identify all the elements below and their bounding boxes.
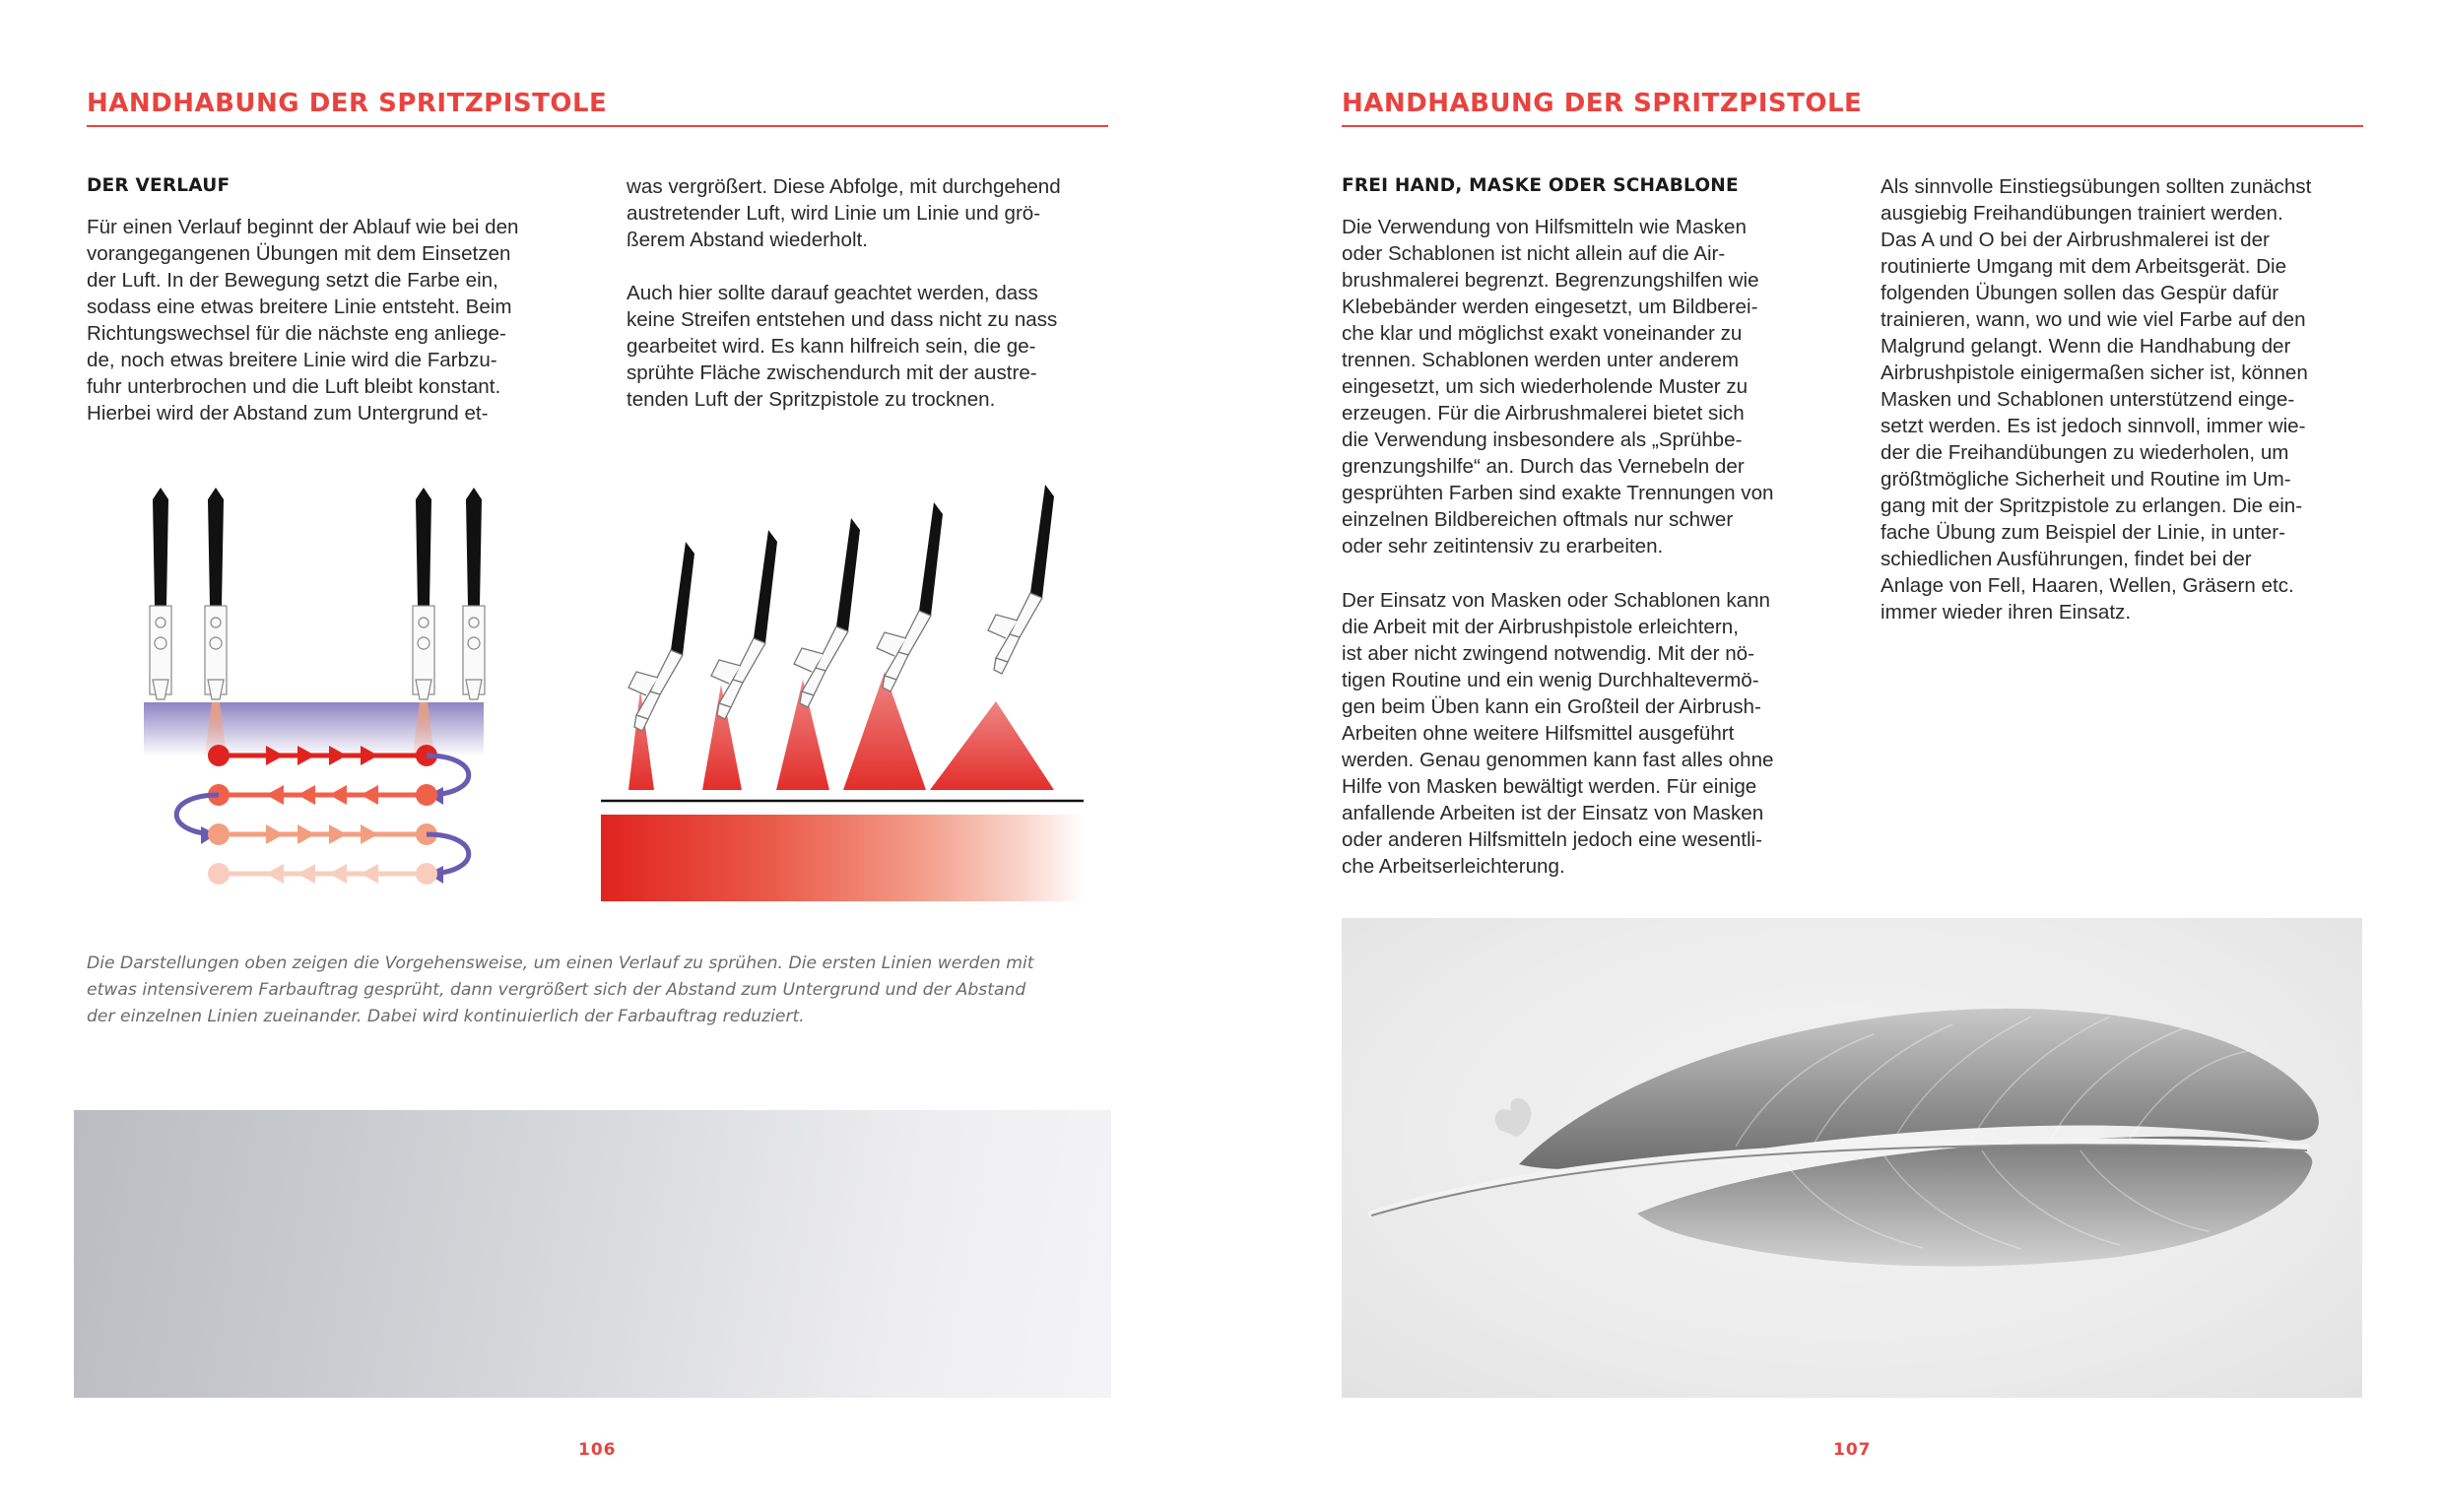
airbrush-3 — [794, 518, 860, 707]
text-line: tenden Luft der Spritzpistole zu trocknen. — [627, 388, 996, 411]
text-line: Hierbei wird der Abstand zum Untergrund et- — [87, 402, 489, 425]
text-line: die Arbeit mit der Airbrushpistole erleichtern, — [1342, 616, 1739, 638]
text-line: che Arbeitserleichterung. — [1342, 855, 1565, 878]
text-line: größtmögliche Sicherheit und Routine im Um- — [1881, 468, 2291, 491]
text-line: werden. Genau genommen kann fast alles ohne — [1342, 749, 1774, 771]
airbrush-5 — [988, 485, 1054, 674]
caption-line: etwas intensiverem Farbauftrag gesprüht, dann vergrößert sich der Abstand zum Untergrund und der Abstand — [87, 980, 1026, 1000]
page-number-left: 106 — [578, 1440, 617, 1460]
spray-line-row-4 — [208, 863, 437, 885]
text-line: gesprühten Farben sind exakte Trennungen von — [1342, 482, 1774, 504]
right-column-1-para-2 — [1342, 587, 1834, 880]
text-line: grenzungshilfe“ an. Durch das Vernebeln der — [1342, 455, 1745, 478]
gray-gradient-photo — [74, 1110, 1111, 1398]
right-column-1-para-1 — [1342, 214, 1834, 559]
spray-pattern-illustration — [128, 488, 502, 901]
text-line: Masken und Schablonen unterstützend einge- — [1881, 388, 2295, 411]
section-heading-frei-hand: FREI HAND, MASKE ODER SCHABLONE — [1342, 175, 1739, 196]
left-column-1-text — [87, 214, 579, 427]
nozzle-4 — [463, 488, 485, 699]
text-line: oder anderen Hilfsmitteln jedoch eine wesentli- — [1342, 828, 1762, 851]
text-line: eingesetzt, um sich wiederholende Muster zu — [1342, 375, 1749, 398]
text-line: Malgrund gelangt. Wenn die Handhabung der — [1881, 335, 2291, 358]
text-line: Arbeiten ohne weitere Hilfsmittel ausgeführt — [1342, 722, 1735, 745]
airbrush-4 — [877, 502, 943, 691]
text-line: Für einen Verlauf beginnt der Ablauf wie bei den — [87, 216, 519, 238]
text-line: Als sinnvolle Einstiegsübungen sollten zunächst — [1881, 175, 2312, 198]
text-line: keine Streifen entstehen und dass nicht zu nass — [627, 308, 1058, 331]
caption-line: Die Darstellungen oben zeigen die Vorgehensweise, um einen Verlauf zu sprühen. Die ersten Linien werden mit — [87, 953, 1034, 973]
page-header-right: HANDHABUNG DER SPRITZPISTOLE — [1342, 89, 1863, 118]
right-column-2-text — [1881, 173, 2373, 625]
text-line: trennen. Schablonen werden unter anderem — [1342, 349, 1739, 371]
gradient-bar — [601, 815, 1084, 901]
text-line: austretender Luft, wird Linie um Linie und grö- — [627, 202, 1041, 225]
text-line: Das A und O bei der Airbrushmalerei ist der — [1881, 229, 2270, 251]
page-number-right: 107 — [1833, 1440, 1872, 1460]
text-line: gearbeitet wird. Es kann hilfreich sein, die ge- — [627, 335, 1036, 358]
text-line: die Verwendung insbesondere als „Sprühbe- — [1342, 428, 1743, 451]
text-line: ist aber nicht zwingend notwendig. Mit der nö- — [1342, 642, 1754, 665]
text-line: der die Freihandübungen zu wiederholen, um — [1881, 441, 2289, 464]
text-line: tigen Routine und ein wenig Durchhaltevermö- — [1342, 669, 1759, 691]
text-line: gen beim Üben kann ein Großteil der Airbrush- — [1342, 695, 1761, 718]
text-line: immer wieder ihren Einsatz. — [1881, 601, 2132, 624]
text-line: Klebebänder werden eingesetzt, um Bildberei- — [1342, 296, 1758, 318]
spray-cone-4 — [843, 672, 926, 790]
text-line: Hilfe von Masken bewältigt werden. Für einige — [1342, 775, 1757, 798]
text-line: gang mit der Spritzpistole zu erlangen. Die ein- — [1881, 494, 2303, 517]
text-line: fache Übung zum Beispiel der Linie, in unter- — [1881, 521, 2285, 544]
text-line: trainieren, wann, wo und wie viel Farbe auf den — [1881, 308, 2306, 331]
text-line: oder Schablonen ist nicht allein auf die Air- — [1342, 242, 1726, 265]
text-line: Anlage von Fell, Haaren, Wellen, Gräsern etc. — [1881, 574, 2294, 597]
nozzle-3 — [413, 488, 434, 699]
text-line: Der Einsatz von Masken oder Schablonen kann — [1342, 589, 1771, 612]
text-line: was vergrößert. Diese Abfolge, mit durchgehend — [627, 175, 1061, 198]
figure-caption-left — [87, 951, 1111, 1030]
text-line: fuhr unterbrochen und die Luft bleibt konstant. — [87, 375, 501, 398]
text-line: ßerem Abstand wiederholt. — [627, 229, 868, 251]
feather-photo — [1342, 918, 2362, 1398]
header-rule-right — [1342, 125, 2363, 127]
text-line: ausgiebig Freihandübungen trainiert werden. — [1881, 202, 2283, 225]
caption-line: der einzelnen Linien zueinander. Dabei wird kontinuierlich der Farbauftrag reduziert. — [87, 1007, 805, 1026]
text-line: brushmalerei begrenzt. Begrenzungshilfen wie — [1342, 269, 1759, 292]
spray-cone-5 — [930, 701, 1054, 790]
text-line: anfallende Arbeiten ist der Einsatz von Masken — [1342, 802, 1764, 824]
text-line: de, noch etwas breitere Linie wird die Farbzu- — [87, 349, 497, 371]
text-line: einzelnen Bildbereichen oftmals nur schwer — [1342, 508, 1734, 531]
text-line: sprühte Fläche zwischendurch mit der austre- — [627, 362, 1037, 384]
text-line: folgenden Übungen sollen das Gespür dafür — [1881, 282, 2279, 304]
feather-drawing — [1342, 918, 2362, 1398]
left-column-2-para-2 — [627, 280, 1119, 413]
page-header-left: HANDHABUNG DER SPRITZPISTOLE — [87, 89, 608, 118]
text-line: Richtungswechsel für die nächste eng anliege- — [87, 322, 506, 345]
text-line: sodass eine etwas breitere Linie entsteht. Beim — [87, 296, 512, 318]
text-line: vorangegangenen Übungen mit dem Einsetzen — [87, 242, 511, 265]
text-line: routinierte Umgang mit dem Arbeitsgerät. Die — [1881, 255, 2287, 278]
section-heading-der-verlauf: DER VERLAUF — [87, 175, 231, 196]
text-line: erzeugen. Für die Airbrushmalerei bietet sich — [1342, 402, 1745, 425]
airbrush-1 — [628, 542, 694, 731]
text-line: der Luft. In der Bewegung setzt die Farbe ein, — [87, 269, 498, 292]
header-rule-left — [87, 125, 1108, 127]
text-line: che klar und möglichst exakt voneinander zu — [1342, 322, 1743, 345]
text-line: Airbrushpistole einigermaßen sicher ist, können — [1881, 362, 2308, 384]
nozzle-2 — [205, 488, 227, 699]
nozzle-1 — [150, 488, 171, 699]
gradient-distance-illustration — [599, 483, 1091, 901]
text-line: setzt werden. Es ist jedoch sinnvoll, immer wie- — [1881, 415, 2306, 437]
text-line: Auch hier sollte darauf geachtet werden, dass — [627, 282, 1038, 304]
text-line: schiedlichen Ausführungen, findet bei der — [1881, 548, 2252, 570]
left-column-2-para-1 — [627, 173, 1119, 253]
text-line: Die Verwendung von Hilfsmitteln wie Masken — [1342, 216, 1747, 238]
text-line: oder sehr zeitintensiv zu erarbeiten. — [1342, 535, 1664, 558]
